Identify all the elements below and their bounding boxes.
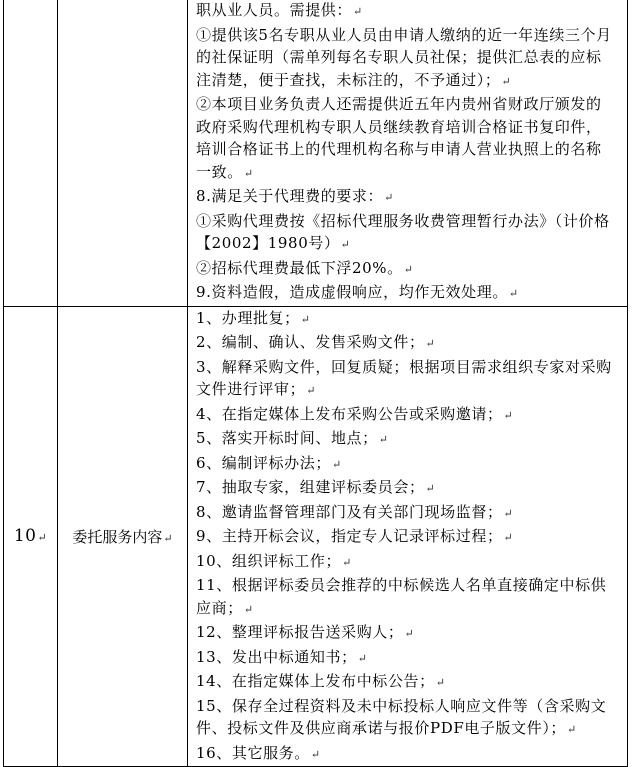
paragraph-mark-icon: ↵ xyxy=(508,287,519,300)
list-item: 4、在指定媒体上发布采购公告或采购邀请；↵ xyxy=(196,404,514,423)
list-item: 15、保存全过程资料及未中标投标人响应文件等（含采购文件、投标文件及供应商承诺与报价PDF电子版文件）；↵ xyxy=(196,696,607,737)
paragraph-mark-icon: ↵ xyxy=(300,312,311,326)
paragraph-mark-icon: ↵ xyxy=(501,74,512,88)
list-item: 3、解释采购文件，回复质疑；根据项目需求组织专家对采购文件进行评审；↵ xyxy=(196,357,612,398)
paragraph-mark-icon: ↵ xyxy=(331,457,342,471)
requirement-line: ①提供该5名专职从业人员由申请人缴纳的近一年连续三个月的社保证明（需单列每名专职人员社保；提供汇总表的应标注清楚，便于查找，未标注的，不予通过）；↵ xyxy=(196,25,612,89)
service-items xyxy=(188,307,627,767)
list-item: 7、抽取专家，组建评标委员会；↵ xyxy=(196,478,436,496)
paragraph-mark-icon: ↵ xyxy=(357,651,368,665)
list-item: 6、编制评标办法；↵ xyxy=(196,453,342,472)
list-item: 9、主持开标会议，指定专人记录评标过程；↵ xyxy=(196,527,514,545)
paragraph-mark-icon: ↵ xyxy=(404,627,415,640)
paragraph-mark-icon: ↵ xyxy=(425,482,436,495)
paragraph-mark-icon: ↵ xyxy=(310,747,321,761)
list-item: 10、组织评标工作；↵ xyxy=(196,551,352,570)
requirements-content-cell xyxy=(188,0,628,306)
service-content-cell xyxy=(188,306,628,767)
paragraph-mark-icon: ↵ xyxy=(403,262,414,276)
list-item: 1、办理批复；↵ xyxy=(196,308,311,327)
list-item: 2、编制、确认、发售采购文件；↵ xyxy=(196,333,436,351)
paragraph-mark-icon: ↵ xyxy=(342,555,352,569)
requirement-line: 职从业人员。需提供：↵ xyxy=(196,1,363,19)
list-item: 13、发出中标通知书；↵ xyxy=(196,647,368,666)
paragraph-mark-icon: ↵ xyxy=(503,531,514,544)
paragraph-mark-icon: ↵ xyxy=(425,337,436,350)
requirement-line: 9.资料造假，造成虚假响应，均作无效处理。↵ xyxy=(196,283,519,301)
paragraph-mark-icon: ↵ xyxy=(503,506,514,520)
list-item: 12、整理评标报告送采购人；↵ xyxy=(196,623,415,641)
paragraph-mark-icon: ↵ xyxy=(243,602,254,616)
list-item: 11、根据评标委员会推荐的中标候选人名单直接确定中标供应商；↵ xyxy=(196,576,607,617)
paragraph-mark-icon: ↵ xyxy=(340,238,351,251)
list-item: 8、邀请监督管理部门及有关部门现场监督；↵ xyxy=(196,502,514,521)
requirements-text xyxy=(188,0,627,306)
paragraph-mark-icon: ↵ xyxy=(435,676,446,689)
list-item: 16、其它服务。↵ xyxy=(196,743,321,762)
paragraph-mark-icon: ↵ xyxy=(353,5,363,18)
row-title-cell: 委托服务内容↵ xyxy=(58,306,188,767)
requirement-line: 8.满足关于代理费的要求：↵ xyxy=(196,187,394,205)
paragraph-mark-icon: ↵ xyxy=(243,166,254,180)
paragraph-mark-icon: ↵ xyxy=(384,191,394,204)
table-row xyxy=(4,0,628,306)
list-item: 5、落实开标时间、地点；↵ xyxy=(196,429,389,447)
paragraph-mark-icon: ↵ xyxy=(378,433,389,446)
paragraph-mark-icon: ↵ xyxy=(503,408,514,422)
paragraph-mark-icon: ↵ xyxy=(306,384,317,397)
requirements-table xyxy=(3,0,628,767)
row-number-cell-empty xyxy=(4,0,58,306)
row-number-cell: 10↵ xyxy=(4,306,58,767)
requirement-line: ①采购代理费按《招标代理服务收费管理暂行办法》（计价格【2002】1980号）↵ xyxy=(196,211,610,252)
list-item: 14、在指定媒体上发布中标公告；↵ xyxy=(196,672,446,690)
requirement-line: ②招标代理费最低下浮20%。↵ xyxy=(196,258,414,277)
table-row xyxy=(4,306,628,767)
row-number: 10 xyxy=(13,526,37,547)
paragraph-mark-icon: ↵ xyxy=(567,723,577,736)
row-title-cell-empty xyxy=(58,0,188,306)
requirement-line: ②本项目业务负责人还需提供近五年内贵州省财政厅颁发的政府采购代理机构专职人员继续教育培训合格证书复印件，培训合格证书上的代理机构名称与申请人营业执照上的名称一致。↵ xyxy=(196,95,602,181)
row-title: 委托服务内容 xyxy=(72,527,163,546)
